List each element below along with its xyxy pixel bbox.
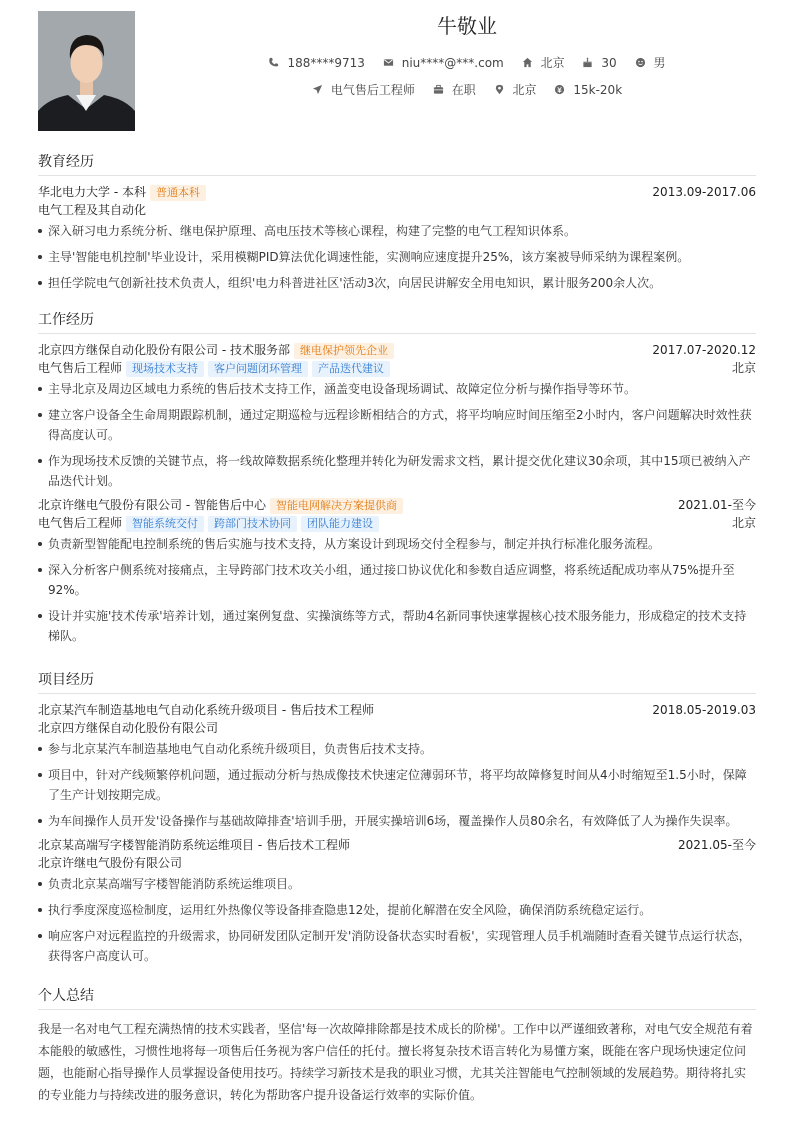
job-location: 北京 bbox=[731, 516, 756, 530]
location-pin-icon bbox=[494, 84, 505, 95]
summary-section bbox=[38, 985, 756, 1106]
job-company-wrap bbox=[38, 342, 394, 359]
skill-tag: 智能系统交付 bbox=[126, 516, 204, 532]
cake-icon bbox=[582, 57, 593, 68]
summary-title: 个人总结 bbox=[38, 985, 756, 1010]
skill-tag: 产品迭代建议 bbox=[312, 361, 390, 377]
education-head bbox=[38, 184, 756, 201]
job-intent-row bbox=[140, 81, 794, 98]
job-bullets bbox=[38, 379, 756, 491]
city-text: 北京 bbox=[512, 83, 537, 97]
education-section bbox=[38, 151, 756, 299]
position-text: 电气售后工程师 bbox=[330, 83, 415, 97]
work-title: 工作经历 bbox=[38, 309, 756, 334]
list-item: 深入分析客户侧系统对接痛点，主导跨部门技术攻关小组，通过接口协议优化和参数自适应调整，将系统适配成功率从75%提升至92%。 bbox=[38, 560, 756, 600]
project-bullets bbox=[38, 874, 756, 966]
hometown-text: 北京 bbox=[540, 56, 565, 70]
list-item: 项目中，针对产线频繁停机问题，通过振动分析与热成像技术快速定位薄弱环节，将平均故障修复时间从4小时缩短至1.5小时，保障了生产计划按期完成。 bbox=[38, 765, 756, 805]
education-period: 2013.09-2017.06 bbox=[652, 185, 756, 199]
education-title: 教育经历 bbox=[38, 151, 756, 176]
list-item: 为车间操作人员开发'设备操作与基础故障排查'培训手册，开展实操培训6场，覆盖操作人员80余名，有效降低了人为操作失误率。 bbox=[38, 811, 756, 831]
age-text: 30 bbox=[601, 55, 617, 70]
phone-info bbox=[268, 56, 364, 70]
status-text: 在职 bbox=[451, 83, 476, 97]
hometown-info bbox=[522, 54, 565, 71]
project-period: 2021.05-至今 bbox=[678, 838, 756, 852]
list-item: 担任学院电气创新社技术负责人，组织'电力科普进社区'活动3次，向居民讲解安全用电知识，累计服务200余人次。 bbox=[38, 273, 756, 293]
project-period: 2018.05-2019.03 bbox=[652, 703, 756, 717]
project-company: 北京许继电气股份有限公司 bbox=[38, 856, 183, 870]
company-tag: 智能电网解决方案提供商 bbox=[270, 498, 403, 514]
education-school-wrap bbox=[38, 184, 206, 201]
email-info bbox=[383, 56, 504, 70]
briefcase-icon bbox=[433, 84, 444, 95]
work-section bbox=[38, 309, 756, 652]
phone-text: 188****9713 bbox=[287, 55, 365, 70]
list-item: 负责新型智能配电控制系统的售后实施与技术支持，从方案设计到现场交付全程参与，制定并执行标准化服务流程。 bbox=[38, 534, 756, 554]
project-head bbox=[38, 837, 756, 854]
job-company-wrap bbox=[38, 497, 403, 514]
job-role: 电气售后工程师 bbox=[38, 361, 123, 375]
email-text: niu****@***.com bbox=[401, 55, 504, 70]
project-head bbox=[38, 702, 756, 719]
salary-text: 15k-20k bbox=[573, 82, 623, 97]
job-sub bbox=[38, 514, 756, 532]
education-bullets bbox=[38, 221, 756, 293]
list-item: 深入研习电力系统分析、继电保护原理、高电压技术等核心课程，构建了完整的电气工程知识体系。 bbox=[38, 221, 756, 241]
skill-tag: 团队能力建设 bbox=[301, 516, 379, 532]
project-company: 北京四方继保自动化股份有限公司 bbox=[38, 721, 219, 735]
age-info bbox=[582, 56, 616, 70]
job-location: 北京 bbox=[731, 361, 756, 375]
phone-icon bbox=[268, 57, 279, 68]
home-icon bbox=[522, 57, 533, 68]
skill-tag: 现场技术支持 bbox=[126, 361, 204, 377]
skill-tag: 跨部门技术协同 bbox=[208, 516, 297, 532]
status-info bbox=[433, 81, 476, 98]
money-icon bbox=[554, 84, 565, 95]
city-info bbox=[494, 81, 537, 98]
school-name: 华北电力大学 - 本科 bbox=[38, 185, 146, 199]
list-item: 主导北京及周边区域电力系统的售后技术支持工作，涵盖变电设备现场调试、故障定位分析与操作指导等环节。 bbox=[38, 379, 756, 399]
company-name: 北京四方继保自动化股份有限公司 - 技术服务部 bbox=[38, 343, 290, 357]
position-info bbox=[312, 81, 415, 98]
projects-section bbox=[38, 669, 756, 972]
list-item: 作为现场技术反馈的关键节点，将一线故障数据系统化整理并转化为研发需求文档，累计提交优化建议30余项，其中15项已被纳入产品迭代计划。 bbox=[38, 451, 756, 491]
salary-info bbox=[554, 83, 622, 97]
send-icon bbox=[312, 84, 323, 95]
list-item: 响应客户对远程监控的升级需求，协同研发团队定制开发'消防设备状态实时看板'，实现管理人员手机端随时查看关键节点运行状态，获得客户高度认可。 bbox=[38, 926, 756, 966]
projects-title: 项目经历 bbox=[38, 669, 756, 694]
major: 电气工程及其自动化 bbox=[38, 203, 147, 217]
face-icon bbox=[635, 57, 646, 68]
gender-text: 男 bbox=[653, 56, 666, 70]
company-tag: 继电保护领先企业 bbox=[294, 343, 394, 359]
job-head bbox=[38, 497, 756, 514]
candidate-name: 牛敬业 bbox=[437, 14, 497, 38]
project-name: 北京某高端写字楼智能消防系统运维项目 - 售后技术工程师 bbox=[38, 838, 350, 852]
list-item: 建立客户设备全生命周期跟踪机制，通过定期巡检与远程诊断相结合的方式，将平均响应时间压缩至2小时内，客户问题解决时效性获得高度认可。 bbox=[38, 405, 756, 445]
job-bullets bbox=[38, 534, 756, 646]
job-period: 2021.01-至今 bbox=[678, 498, 756, 512]
education-sub bbox=[38, 201, 756, 219]
list-item: 负责北京某高端写字楼智能消防系统运维项目。 bbox=[38, 874, 756, 894]
list-item: 参与北京某汽车制造基地电气自动化系统升级项目，负责售后技术支持。 bbox=[38, 739, 756, 759]
mail-icon bbox=[383, 57, 394, 68]
project-bullets bbox=[38, 739, 756, 831]
job-sub bbox=[38, 359, 756, 377]
list-item: 设计并实施'技术传承'培养计划，通过案例复盘、实操演练等方式，帮助4名新同事快速掌握核心技术服务能力，形成稳定的技术支持梯队。 bbox=[38, 606, 756, 646]
contact-row bbox=[140, 54, 794, 71]
project-name: 北京某汽车制造基地电气自动化系统升级项目 - 售后技术工程师 bbox=[38, 703, 374, 717]
list-item: 主导'智能电机控制'毕业设计，采用模糊PID算法优化调速性能，实测响应速度提升25%，该方案被导师采纳为课程案例。 bbox=[38, 247, 756, 267]
job-role-wrap bbox=[38, 514, 379, 532]
project-sub bbox=[38, 719, 756, 737]
list-item: 执行季度深度巡检制度，运用红外热像仪等设备排查隐患12处，提前化解潜在安全风险，确保消防系统稳定运行。 bbox=[38, 900, 756, 920]
job-head bbox=[38, 342, 756, 359]
summary-text: 我是一名对电气工程充满热情的技术实践者，坚信'每一次故障排除都是技术成长的阶梯'。工作中以严谨细致著称，对电气安全规范有着本能般的敏感性，习惯性地将每一项售后任务视为客户信任的托付。擅长将复杂技术语言转化为易懂方案，既能在客户现场快速定位问题，也能耐心指导操作人员掌握设备使用技巧。持续学习新技术是我的职业习惯，尤其关注智能电气控制领域的发展趋势。期待将扎实的专业能力与持续改进的服务意识，转化为帮助客户提升设备运行效率的实际价值。 bbox=[38, 1022, 753, 1102]
degree-tag: 普通本科 bbox=[150, 185, 206, 201]
project-sub bbox=[38, 854, 756, 872]
job-role: 电气售后工程师 bbox=[38, 516, 123, 530]
company-name: 北京许继电气股份有限公司 - 智能售后中心 bbox=[38, 498, 266, 512]
gender-info bbox=[635, 54, 666, 71]
job-period: 2017.07-2020.12 bbox=[652, 343, 756, 357]
skill-tag: 客户问题闭环管理 bbox=[208, 361, 308, 377]
job-role-wrap bbox=[38, 359, 390, 377]
